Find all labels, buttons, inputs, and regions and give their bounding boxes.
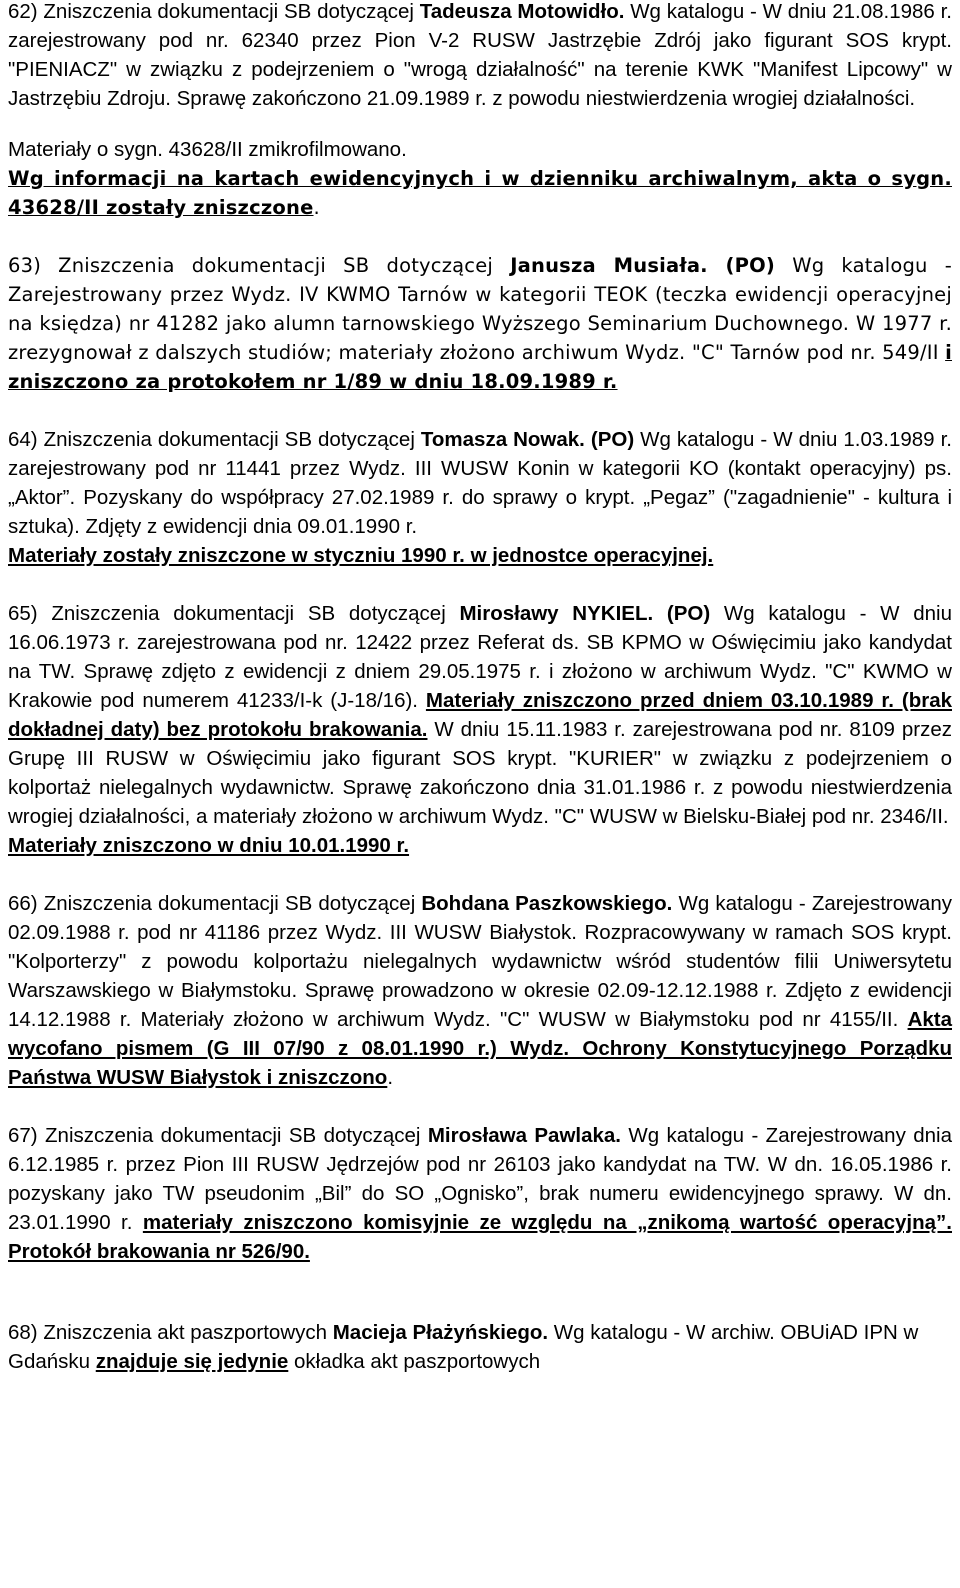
entry-62-period: . <box>313 196 320 219</box>
entry-66-destruction: Akta wycofano pismem (G III 07/90 z 08.01.1990 r.) Wydz. Ochrony Konstytucyjnego Porządku Państwa WUSW Białystok i zniszczono <box>8 1008 952 1089</box>
entry-65-person: Mirosławy NYKIEL. (PO) <box>459 602 711 625</box>
entry-65-body: Wg katalogu - W dniu 16.06.1973 r. zarejestrowana pod nr. 12422 przez Referat ds. SB KPMO w Oświęcimiu jako kandydat na TW. Sprawę zdjęto z ewidencji z dniem 29.05.1975 r. i złożono w archiwum Wydz. "C" KWMO w Krakowie pod numerem 41233/I-k (J-18/16). <box>8 602 952 712</box>
entry-66-intro: 66) Zniszczenia dokumentacji SB dotyczącej <box>8 892 422 915</box>
entry-63-destruction: i zniszczono za protokołem nr 1/89 w dniu 18.09.1989 r. <box>8 341 952 393</box>
entry-62-destruction-text: Wg informacji na kartach ewidencyjnych i w dzienniku archiwalnym, akta o sygn. 43628/II zostały zniszczone <box>8 167 952 219</box>
entry-65 <box>0 599 960 831</box>
entry-64-intro: 64) Zniszczenia dokumentacji SB dotyczącej <box>8 428 421 451</box>
entry-63 <box>0 251 960 396</box>
entry-65-destruction-note <box>0 831 960 860</box>
entry-67-intro: 67) Zniszczenia dokumentacji SB dotyczącej <box>8 1124 428 1147</box>
entry-64-destruction: Materiały zostały zniszczone w styczniu 1990 r. w jednostce operacyjnej. <box>8 544 714 567</box>
entry-68-intro: 68) Zniszczenia akt paszportowych <box>8 1321 333 1344</box>
entry-66-body: Wg katalogu - Zarejestrowany 02.09.1988 r. pod nr 41186 przez Wydz. III WUSW Białystok. Rozpracowywany w ramach SOS krypt. "Kolporterzy" z powodu kolportażu nielegalnych wydawnictw wśród studentów filii Uniwersytetu Warszawskiego w Białymstoku. Sprawę prowadzono w okresie 02.09-12.12.1988 r. Zdjęto z ewidencji 14.12.1988 r. Materiały złożono w archiwum Wydz. "C" WUSW w Białymstoku pod nr 4155/II. <box>8 892 952 1031</box>
entry-65-body-2: W dniu 15.11.1983 r. zarejestrowana pod nr. 8109 przez Grupę III RUSW w Oświęcimiu jako figurant SOS krypt. "KURIER" w związku z podejrzeniem o kolportaż nielegalnych wydawnictw. Sprawę zakończono dnia 31.01.1986 r. z powodu niestwierdzenia wrogiej działalności, a materiały złożono w archiwum Wydz. "C" WUSW w Bielsku-Białej pod nr. 2346/II. <box>8 718 952 828</box>
entry-62 <box>0 0 960 113</box>
entry-63-person: Janusza Musiała. (PO) <box>510 254 776 277</box>
entry-63-body: Wg katalogu - Zarejestrowany przez Wydz. IV KWMO Tarnów w kategorii TEOK (teczka ewidencji operacyjnej na księdza) nr 41282 jako alumn tarnowskiego Wyższego Seminarium Duchownego. W 1977 r. zrezygnował z dalszych studiów; materiały złożono archiwum Wydz. "C" Tarnów pod nr. 549/II <box>8 254 953 364</box>
entry-62-person: Tadeusza Motowidło. <box>419 0 625 23</box>
entry-64 <box>0 425 960 541</box>
entry-64-person: Tomasza Nowak. (PO) <box>420 428 635 451</box>
entry-65-destruction-1: Materiały zniszczono przed dniem 03.10.1989 r. (brak dokładnej daty) bez protokołu brakowania. <box>8 689 952 741</box>
entry-67 <box>0 1121 960 1266</box>
entry-64-body: Wg katalogu - W dniu 1.03.1989 r. zarejestrowany pod nr 11441 przez Wydz. III WUSW Konin w kategorii KO (kontakt operacyjny) ps. „Aktor”. Pozyskany do współpracy 27.02.1989 r. do sprawy o krypt. „Pegaz” ("zagadnienie" - kultura i sztuka). Zdjęty z ewidencji dnia 09.01.1990 r. <box>8 428 952 538</box>
entry-67-person: Mirosława Pawlaka. <box>427 1124 621 1147</box>
entry-68-highlight: znajduje się jedynie <box>95 1350 289 1373</box>
entry-67-destruction: materiały zniszczono komisyjnie ze względu na „znikomą wartość operacyjną”. Protokół brakowania nr 526/90. <box>8 1211 952 1263</box>
entry-68-person: Macieja Płażyńskiego. <box>332 1321 549 1344</box>
entry-66-person: Bohdana Paszkowskiego. <box>421 892 673 915</box>
entry-63-intro: 63) Zniszczenia dokumentacji SB dotyczącej <box>8 254 511 277</box>
entry-65-intro: 65) Zniszczenia dokumentacji SB dotyczącej <box>8 602 460 625</box>
entry-67-body: Wg katalogu - Zarejestrowany dnia 6.12.1985 r. przez Pion III RUSW Jędrzejów pod nr 26103 jako kandydat na TW. W dn. 16.05.1986 r. pozyskany jako TW pseudonim „Bil” do SO „Ognisko”, brak numeru ewidencyjnego sprawy. W dn. 23.01.1990 r. <box>8 1124 952 1234</box>
entry-62-destruction-note <box>0 164 960 222</box>
entry-66-period: . <box>387 1066 394 1089</box>
entry-66 <box>0 889 960 1092</box>
entry-68-body: Wg katalogu - W archiw. OBUiAD IPN w Gdańsku <box>8 1321 919 1373</box>
entry-64-destruction-note <box>0 541 960 570</box>
entry-68 <box>0 1318 960 1376</box>
entry-62-body: Wg katalogu - W dniu 21.08.1986 r. zarejestrowany pod nr. 62340 przez Pion V-2 RUSW Jastrzębie Zdrój jako figurant SOS krypt. "PIENIACZ" w związku z podejrzeniem o "wrogą działalność" na terenie KWK "Manifest Lipcowy" w Jastrzębiu Zdroju. Sprawę zakończono 21.09.1989 r. z powodu niestwierdzenia wrogiej działalności. <box>8 0 952 110</box>
entry-62-intro: 62) Zniszczenia dokumentacji SB dotyczącej <box>8 0 420 23</box>
entry-62-microfilm-note <box>0 135 960 164</box>
entry-68-body-2: okładka akt paszportowych <box>288 1350 541 1373</box>
entry-65-destruction-2: Materiały zniszczono w dniu 10.01.1990 r. <box>8 834 410 857</box>
entry-62-microfilm-text: Materiały o sygn. 43628/II zmikrofilmowano. <box>8 138 407 161</box>
